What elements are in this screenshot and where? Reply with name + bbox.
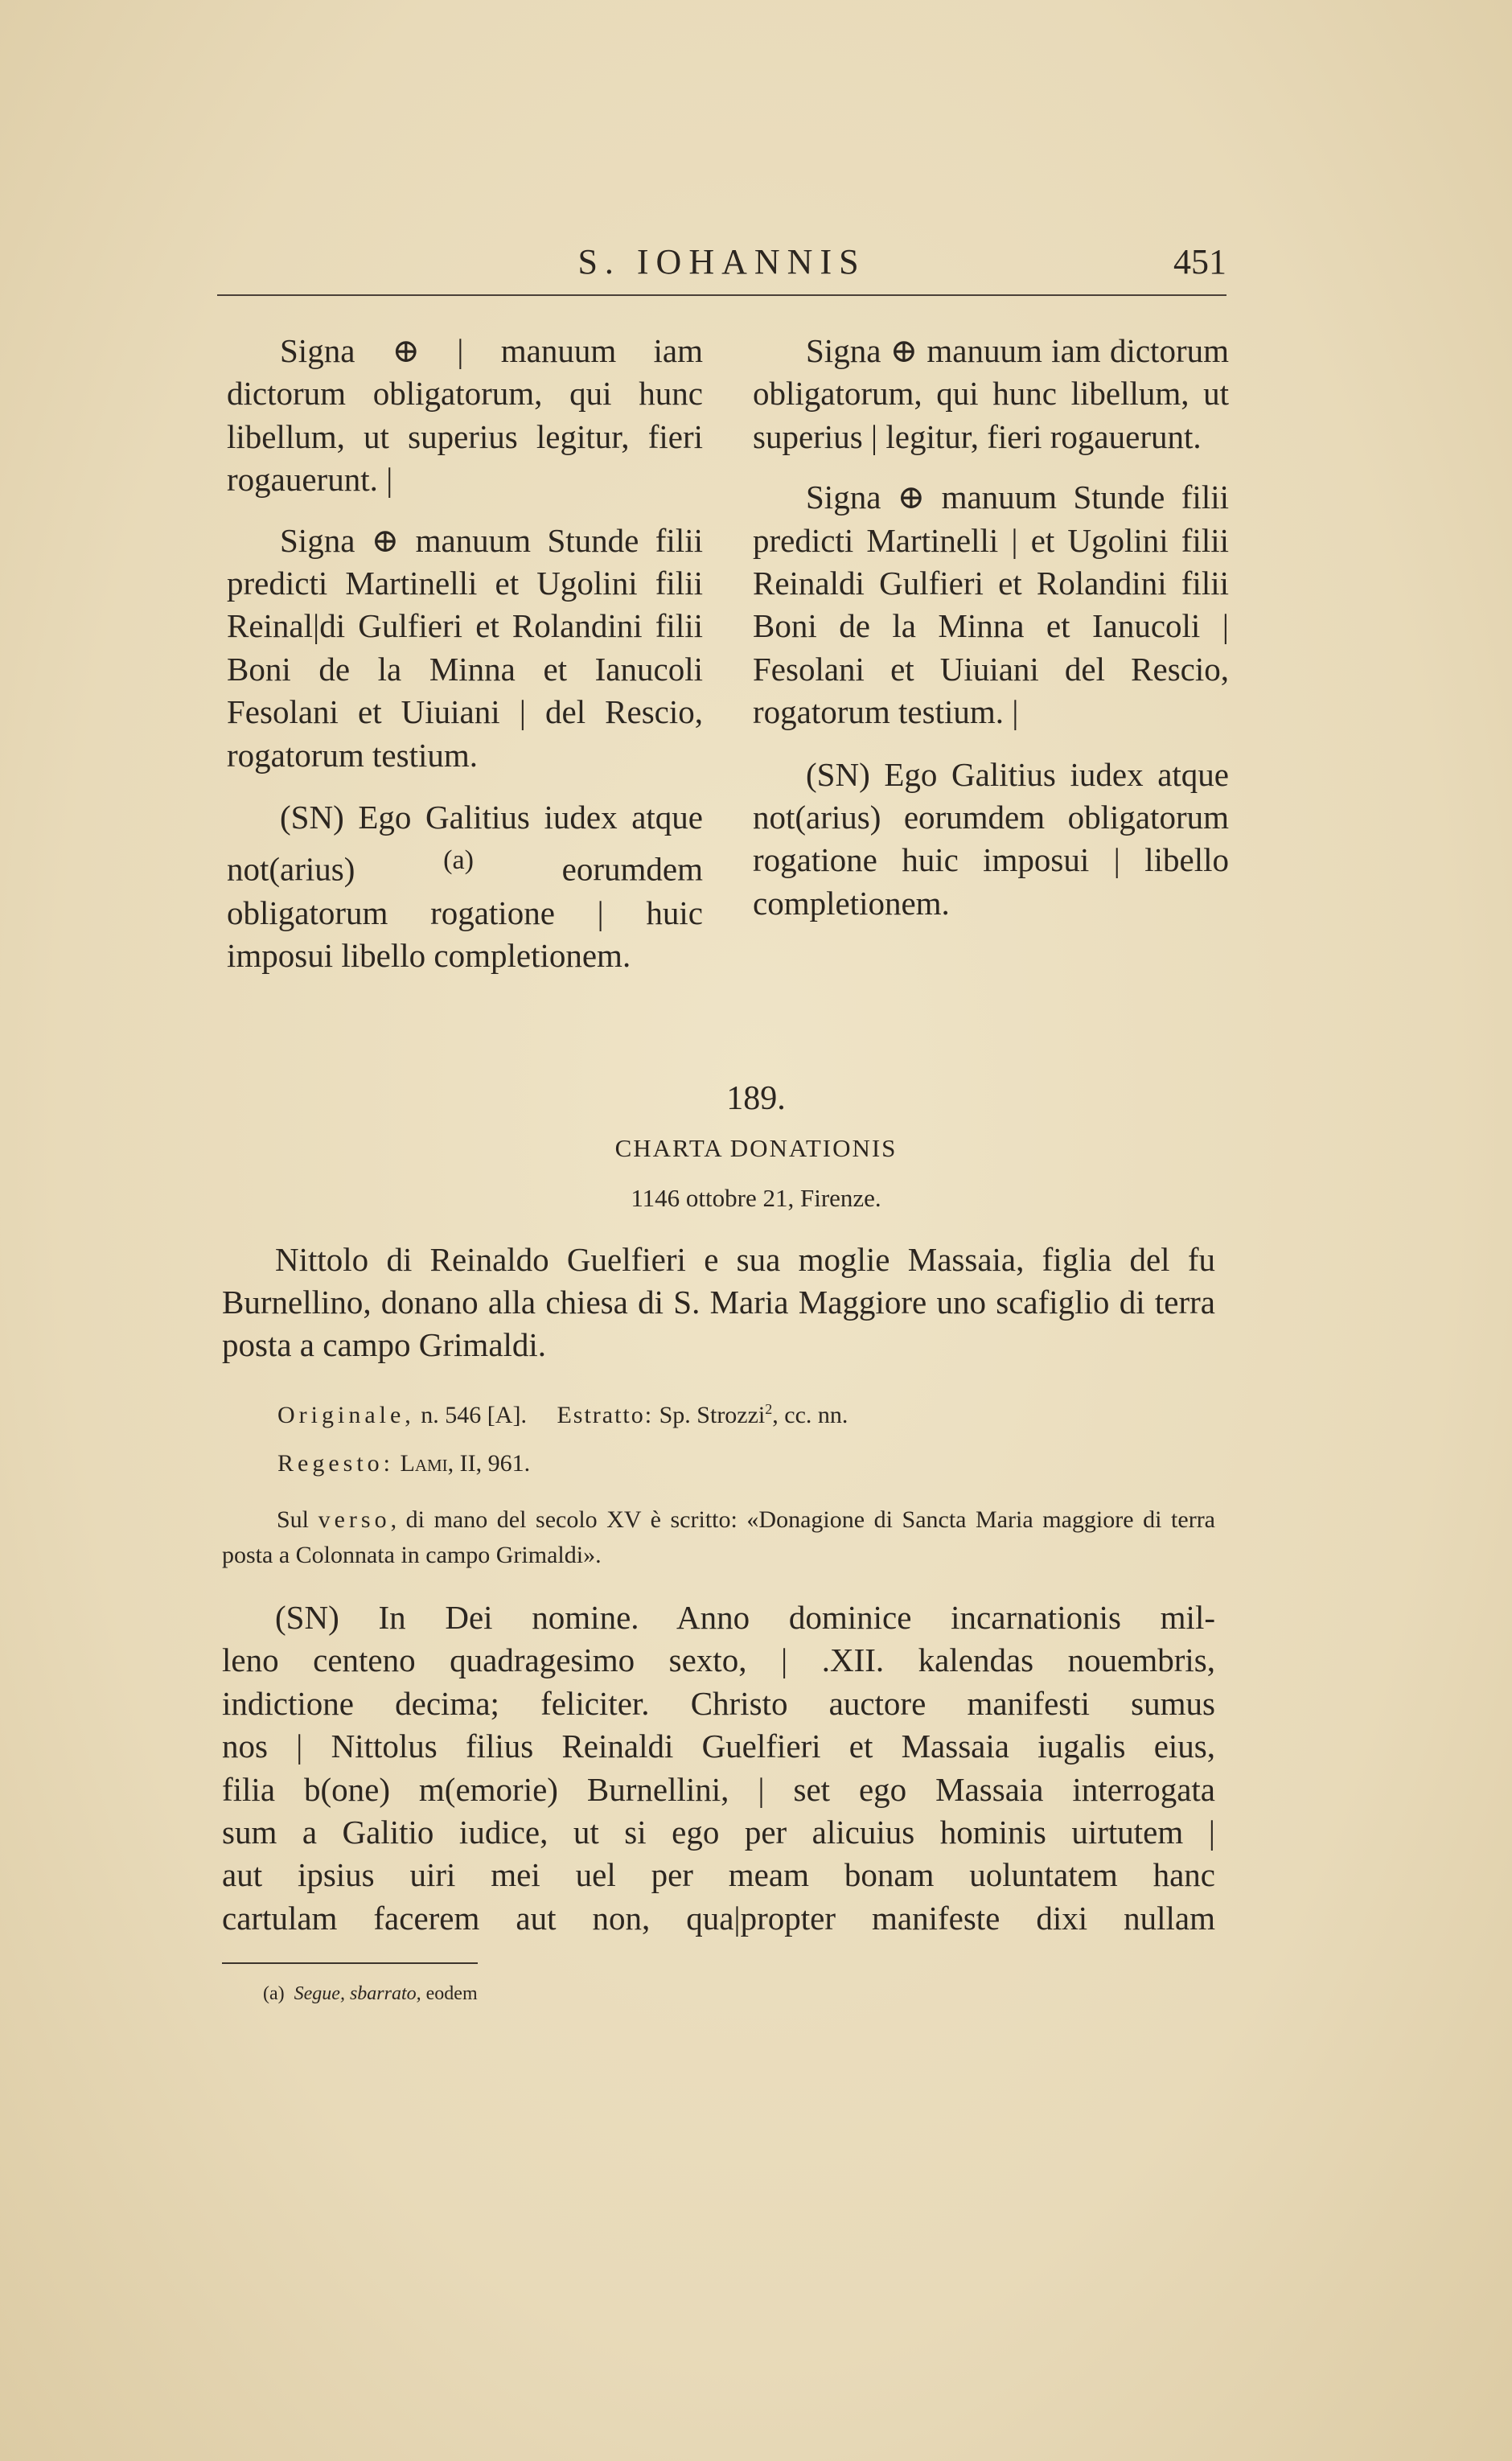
footnote-italic: Segue, sbarrato, bbox=[294, 1983, 421, 2004]
regest-label: Regesto: bbox=[277, 1450, 394, 1477]
header-rule bbox=[217, 294, 1226, 296]
footnote bbox=[263, 1983, 478, 2005]
footnote-rule bbox=[222, 1962, 478, 1964]
verso-after: , di mano del secolo XV è scritto: «Donagione di Sancta Maria maggiore di terra posta a Colonnata in campo Grimaldi». bbox=[222, 1506, 1215, 1568]
document-number: 189. bbox=[726, 1080, 786, 1117]
extract-sup: 2 bbox=[765, 1401, 773, 1417]
right-notary-subscription: (SN) Ego Galitius iudex atque not(arius) eorumdem obligatorum rogatione huic imposui | libello completionem. bbox=[753, 755, 1229, 922]
regest-author: Lami, bbox=[400, 1450, 454, 1477]
footnote-text: eodem bbox=[425, 1983, 478, 2004]
left-signa-testium: Signa ⊕ manuum Stunde filii predicti Martinelli et Ugolini filii Reinal|di Gulfieri et Rolandini filii Boni de la Minna et Ianucoli Fesolani et Uiuiani | del Rescio, rogatorum testium. bbox=[227, 521, 703, 774]
footnote-marker: (a) bbox=[263, 1983, 285, 2004]
left-column bbox=[227, 330, 703, 995]
charter-line: (SN) In Dei nomine. Anno dominice incarnationis mil- bbox=[275, 1599, 1215, 1636]
running-title: S. IOHANNIS bbox=[577, 242, 866, 281]
right-signa-testium: Signa ⊕ manuum Stunde filii predicti Martinelli | et Ugolini filii Reinaldi Gulfieri et Rolandini filii Boni de la Minna et Ianucoli | Fesolani et Uiuiani del Rescio, rogatorum testium. | bbox=[753, 479, 1229, 731]
extract-label: Estratto: bbox=[557, 1402, 654, 1428]
extract-after: , cc. nn. bbox=[772, 1402, 848, 1428]
regest-ref: II, 961. bbox=[459, 1450, 531, 1477]
original-label: Originale, bbox=[277, 1402, 415, 1428]
charter-line: aut ipsius uiri mei uel per meam bonam uoluntatem hanc bbox=[222, 1856, 1215, 1894]
charter-line: leno centeno quadragesimo sexto, | .XII. kalendas nouembris, bbox=[222, 1641, 1215, 1679]
extract-ref: Sp. Strozzi bbox=[659, 1402, 766, 1428]
page-number: 451 bbox=[1173, 242, 1226, 281]
charter-text bbox=[222, 1596, 1215, 1940]
charter-line: nos | Nittolus filius Reinaldi Guelfieri et Massaia iugalis eius, bbox=[222, 1728, 1215, 1765]
verso-before: Sul bbox=[277, 1506, 310, 1533]
left-signa-obligatorum: Signa ⊕ | manuum iam dictorum obligatorum, qui hunc libellum, ut superius legitur, fieri rogauerunt. | bbox=[227, 332, 703, 499]
verso-note bbox=[222, 1502, 1215, 1573]
document-date: 1146 ottobre 21, Firenze. bbox=[631, 1184, 881, 1212]
document-type: CHARTA DONATIONIS bbox=[614, 1134, 898, 1162]
charter-line: cartulam facerem aut non, qua|propter manifeste dixi nullam bbox=[222, 1899, 1215, 1937]
verso-label: verso bbox=[318, 1506, 391, 1533]
left-notary-subscription bbox=[227, 796, 703, 977]
tradition-regest bbox=[277, 1450, 1271, 1477]
running-header bbox=[217, 241, 1226, 290]
footnote-ref-a: (a) bbox=[443, 845, 474, 876]
left-notary-text-b: eorumdem obligatorum rogatione | huic imposui libello completionem. bbox=[227, 851, 704, 974]
right-signa-obligatorum: Signa ⊕ manuum iam dictorum obligatorum, qui hunc libellum, ut superius | legitur, fieri rogauerunt. bbox=[753, 332, 1229, 455]
right-column bbox=[753, 330, 1229, 943]
charter-line: sum a Galitio iudice, ut si ego per alicuius hominis uirtutem | bbox=[222, 1814, 1215, 1851]
charter-line: filia b(one) m(emorie) Burnellini, | set ego Massaia interrogata bbox=[222, 1770, 1215, 1808]
left-notary-text-a: (SN) Ego Galitius iudex atque not(arius) bbox=[227, 799, 703, 889]
tradition-original bbox=[277, 1401, 1271, 1429]
charter-line: indictione decima; feliciter. Christo auctore manifesti sumus bbox=[222, 1684, 1215, 1722]
original-ref: n. 546 [A]. bbox=[421, 1402, 527, 1428]
document-summary: Nittolo di Reinaldo Guelfieri e sua moglie Massaia, figlia del fu Burnellino, donano alla chiesa di S. Maria Maggiore uno scafiglio di terra posta a campo Grimaldi. bbox=[222, 1241, 1215, 1363]
